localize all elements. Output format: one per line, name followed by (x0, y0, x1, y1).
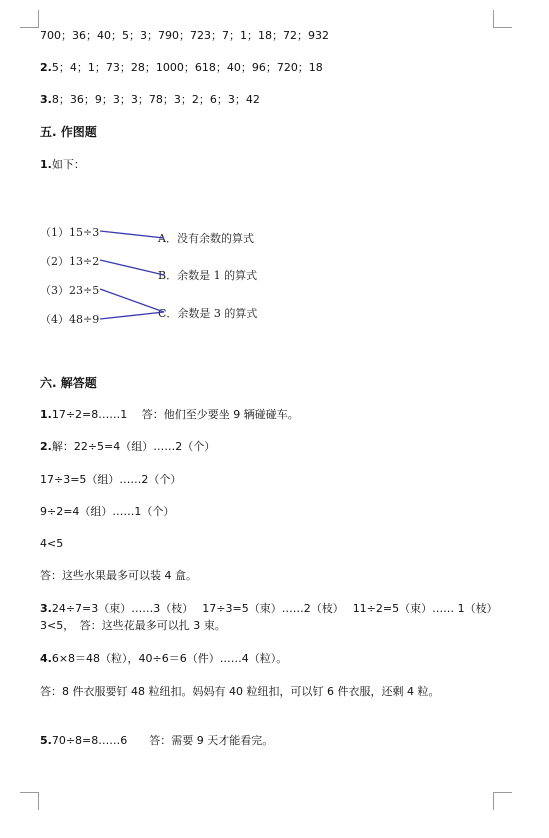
item-number: 4. (40, 652, 52, 665)
right-item-c: C．余数是 3 的算式 (158, 307, 258, 320)
answer-6-2 (40, 440, 215, 454)
corner-mark-bottom-right-v (493, 792, 494, 810)
section-5-q1 (40, 158, 85, 172)
answer-6-2-line-4: 4<5 (40, 537, 64, 550)
matching-diagram (40, 219, 280, 331)
item-number: 2. (40, 440, 52, 453)
answer-line-2-text: 5；4；1；73；28；1000；618；40；96；720；18 (51, 61, 323, 74)
answer-6-4 (40, 652, 287, 666)
section-5-heading: 五. 作图题 (40, 125, 97, 139)
corner-mark-top-left-h (20, 27, 38, 28)
answer-6-5 (40, 734, 273, 748)
left-item-4: （4）48÷9 (40, 313, 100, 326)
corner-mark-top-right-v (493, 10, 494, 28)
answer-6-5-text: 70÷8=8……6 答：需要 9 天才能看完。 (51, 734, 274, 747)
answer-6-2-text: 解：22÷5=4（组）……2（个） (51, 440, 216, 453)
match-line-1-a (100, 231, 164, 238)
answer-line-3 (40, 93, 260, 107)
answer-line-1 (40, 29, 329, 43)
right-item-b: B．余数是 1 的算式 (158, 269, 258, 282)
answer-6-2-line-5: 答：这些水果最多可以装 4 盒。 (40, 569, 197, 582)
answer-6-3 (40, 600, 510, 634)
item-number: 3. (40, 602, 52, 615)
answer-6-1-text: 17÷2=8……1 答：他们至少要坐 9 辆碰碰车。 (51, 408, 299, 421)
answer-6-4-line-2: 答：8 件衣服要钉 48 粒纽扣。妈妈有 40 粒纽扣，可以钉 6 件衣服，还剩 4 粒。 (40, 685, 440, 698)
answer-line-2 (40, 61, 323, 75)
left-item-1: （1）15÷3 (40, 226, 100, 239)
item-number: 1. (40, 158, 52, 171)
item-number: 2. (40, 61, 52, 74)
left-item-2: （2）13÷2 (40, 255, 100, 268)
section-6-heading: 六. 解答题 (40, 376, 97, 390)
match-line-4-c (100, 312, 164, 319)
answer-6-1 (40, 408, 299, 422)
corner-mark-bottom-left-v (38, 792, 39, 810)
section-5-q1-text: 如下： (51, 158, 85, 171)
corner-mark-bottom-right-h (494, 792, 512, 793)
answer-line-1-text: 700；36；40；5；3；790；723；7；1；18；72；932 (40, 29, 329, 42)
answer-6-2-line-3: 9÷2=4（组）……1（个） (40, 505, 175, 518)
match-line-3-c (100, 289, 164, 312)
answer-6-3-text: 24÷7=3（束）……3（枝） 17÷3=5（束）……2（枝） 11÷2=5（束）…… 1（枝） 3<5， 答：这些花最多可以扎 3 束。 (40, 602, 504, 632)
answer-line-3-text: 8；36；9；3；3；78；3；2；6；3；42 (51, 93, 260, 106)
corner-mark-bottom-left-h (20, 792, 38, 793)
right-item-a: A．没有余数的算式 (158, 232, 254, 245)
answer-6-2-line-2: 17÷3=5（组）……2（个） (40, 473, 182, 486)
answer-6-4-text: 6×8＝48（粒），40÷6＝6（件）……4（粒）。 (51, 652, 288, 665)
left-item-3: （3）23÷5 (40, 284, 100, 297)
item-number: 5. (40, 734, 52, 747)
corner-mark-top-left-v (38, 10, 39, 28)
match-line-2-b (100, 260, 164, 275)
item-number: 1. (40, 408, 52, 421)
corner-mark-top-right-h (494, 27, 512, 28)
item-number: 3. (40, 93, 52, 106)
